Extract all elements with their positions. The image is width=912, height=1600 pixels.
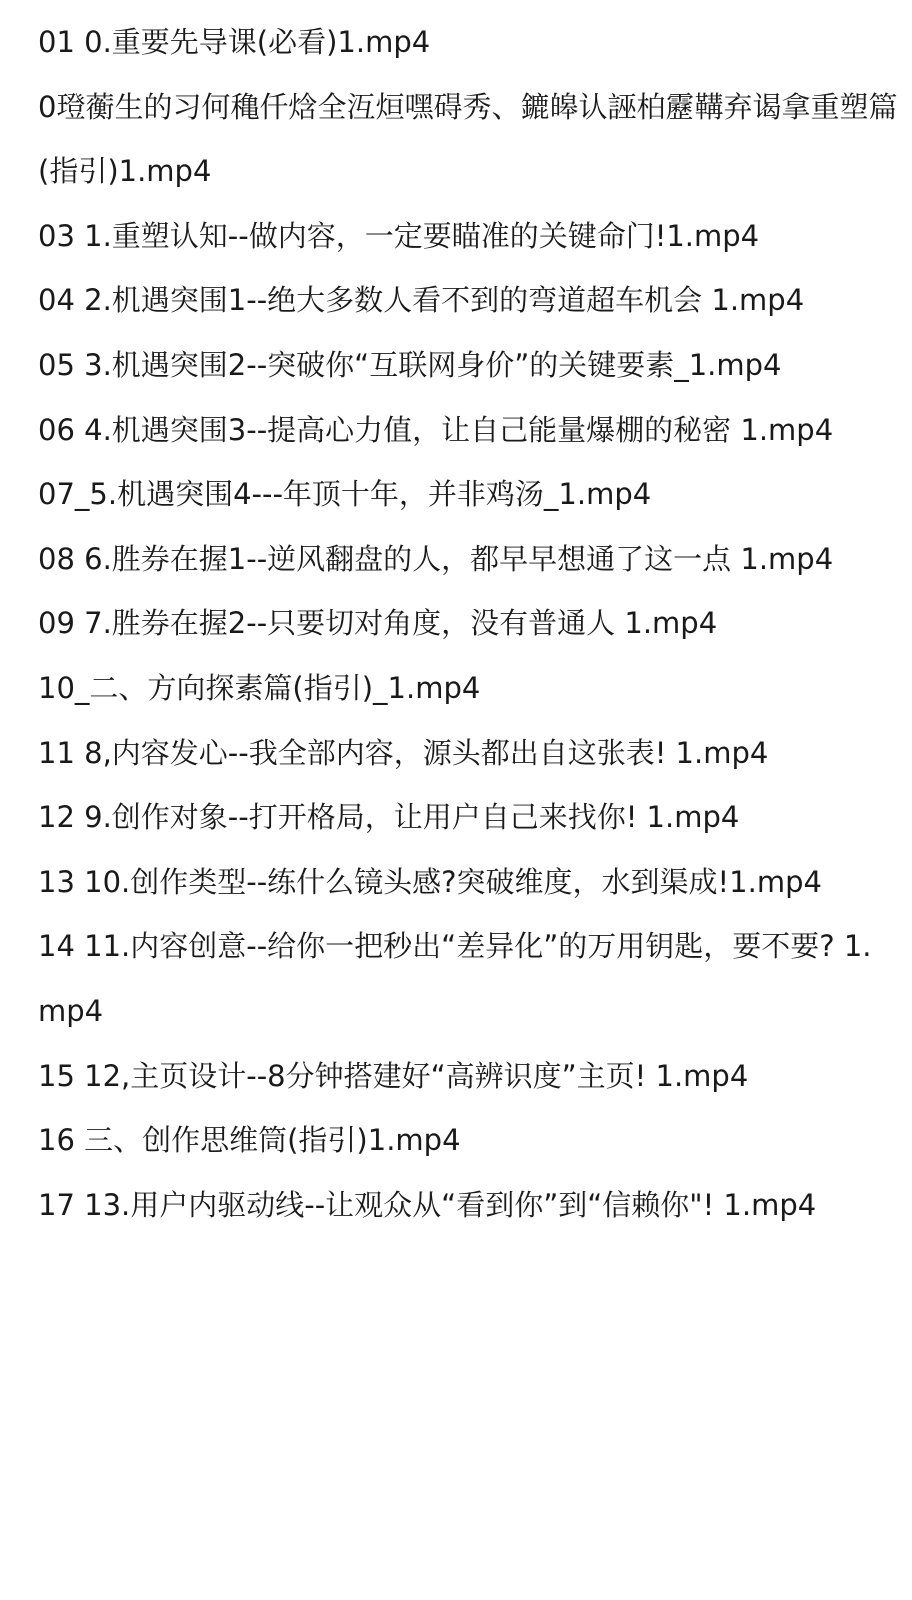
list-item: 01 0.重要先导课(必看)1.mp4 bbox=[38, 25, 431, 59]
list-item: 15 12,主页设计--8分钟搭建好“高辨识度”主页! 1.mp4 bbox=[38, 1058, 749, 1093]
list-item: 03 1.重塑认知--做内容，一定要瞄准的关键命门!1.mp4 bbox=[38, 218, 760, 253]
list-item: 17 13.用户内驱动线--让观众从“看到你”到“信赖你"! 1.mp4 bbox=[38, 1187, 817, 1222]
list-item: 0璒蘅生的习何穐仟焓全沍烜嘿碍秀、鏕皞认誣柏靂鞲弃谒拿重塑篇(指引)1.mp4 bbox=[38, 89, 898, 189]
list-item: 14 11.内容创意--给你一把秒出“差异化”的万用钥匙，要不要? 1.mp4 bbox=[38, 929, 872, 1028]
list-item: 07_5.机遇突围4---年顶十年，并非鸡汤_1.mp4 bbox=[38, 477, 652, 512]
list-item: 12 9.创作对象--打开格局，让用户自己来找你! 1.mp4 bbox=[38, 800, 740, 835]
list-item: 16 三、创作思维筒(指引)1.mp4 bbox=[38, 1123, 461, 1158]
list-item: 10_二、方向探素篇(指引)_1.mp4 bbox=[38, 670, 481, 705]
list-item: 09 7.胜券在握2--只要切对角度，没有普通人 1.mp4 bbox=[38, 606, 718, 641]
list-item: 11 8,内容发心--我全部内容，源头都出自这张表! 1.mp4 bbox=[38, 735, 769, 770]
list-item: 06 4.机遇突围3--提高心力值，让自己能量爆棚的秘密 1.mp4 bbox=[38, 412, 834, 447]
list-item: 13 10.创作类型--练什么镜头感?突破维度，水到渠成!1.mp4 bbox=[38, 864, 822, 899]
file-list bbox=[38, 10, 898, 1237]
list-item: 08 6.胜券在握1--逆风翻盘的人，都早早想通了这一点 1.mp4 bbox=[38, 541, 834, 576]
list-item: 04 2.机遇突围1--绝大多数人看不到的弯道超车机会 1.mp4 bbox=[38, 283, 805, 318]
list-item: 05 3.机遇突围2--突破你“互联网身价”的关键要素_1.mp4 bbox=[38, 347, 782, 382]
